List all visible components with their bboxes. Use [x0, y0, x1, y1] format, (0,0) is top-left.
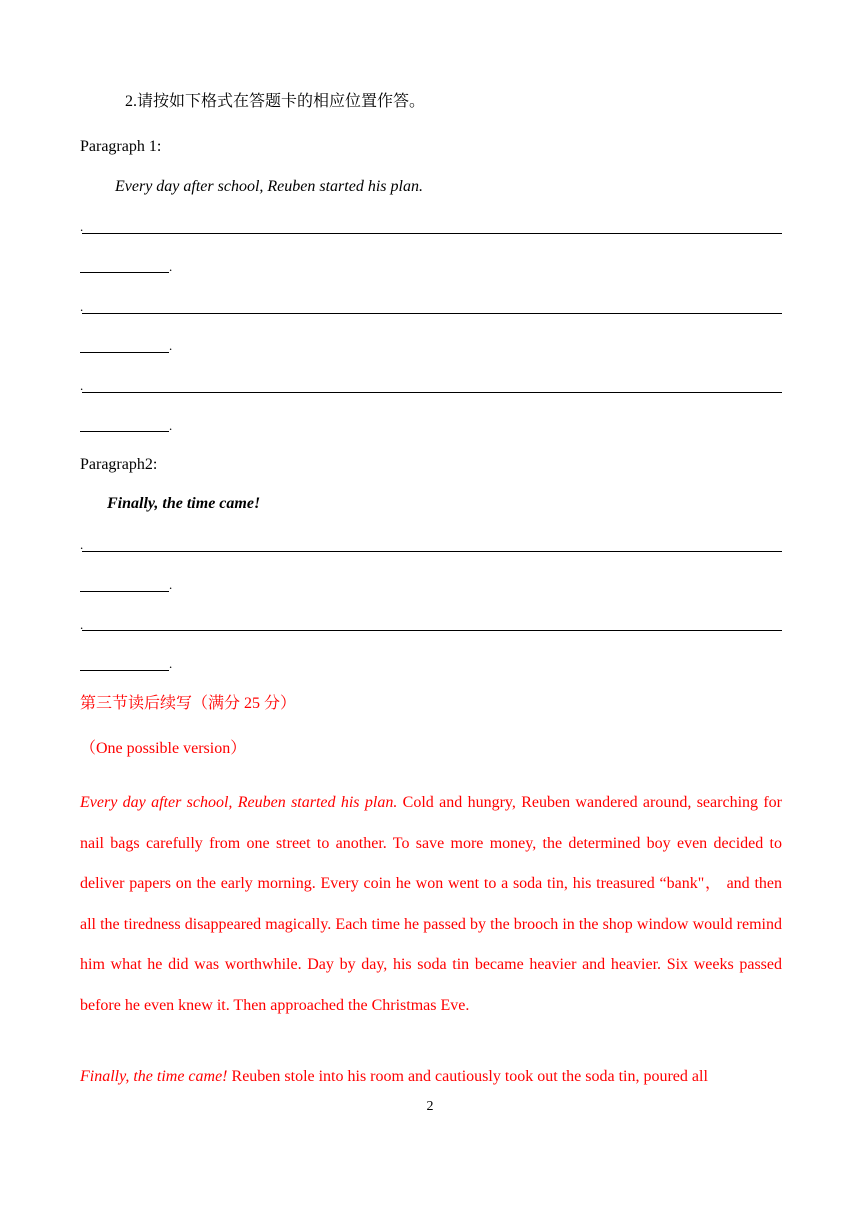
- essay-para2-body: Reuben stole into his room and cautiously took out the soda tin, poured all: [227, 1068, 708, 1085]
- line-dot: .: [80, 617, 84, 632]
- line-dot: .: [169, 418, 173, 433]
- answer-line-short: [80, 591, 169, 592]
- paragraph1-starter: Every day after school, Reuben started his plan.: [115, 178, 423, 195]
- answer-line: [82, 630, 782, 631]
- line-dot: .: [169, 656, 173, 671]
- essay-paragraph-1: [80, 783, 782, 1026]
- paragraph1-label: Paragraph 1:: [80, 138, 162, 155]
- answer-line-short: [80, 352, 169, 353]
- essay-para2-starter: Finally, the time came!: [80, 1068, 228, 1085]
- line-dot: .: [80, 378, 84, 393]
- page-number: 2: [426, 1099, 434, 1114]
- line-dot: .: [169, 259, 173, 274]
- instruction-text: 2.请按如下格式在答题卡的相应位置作答。: [125, 93, 426, 110]
- paragraph2-starter: Finally, the time came!: [107, 495, 261, 512]
- line-dot: .: [169, 577, 173, 592]
- answer-line: [82, 313, 782, 314]
- essay-para1-body: Cold and hungry, Reuben wandered around, searching for nail bags carefully from one street to another. To save more money, the determined boy even decided to deliver papers on the early morning. Every coin he won went to a soda tin, his treasured “bank"， and then all the tiredness disappeared magically. Each time he passed by the brooch in the shop window would remind him what he did was worthwhile. Day by day, his soda tin became heavier and heavier. Six weeks passed before he even knew it. Then approached the Christmas Eve.: [80, 794, 783, 1014]
- section-heading: 第三节读后续写（满分 25 分）: [80, 695, 297, 712]
- answer-line-short: [80, 670, 169, 671]
- essay-paragraph-2: [80, 1067, 782, 1087]
- line-dot: .: [80, 219, 84, 234]
- answer-line: [82, 233, 782, 234]
- line-dot: .: [80, 537, 84, 552]
- line-dot: .: [169, 338, 173, 353]
- answer-line: [82, 551, 782, 552]
- version-label: （One possible version）: [80, 740, 247, 757]
- line-dot: .: [80, 299, 84, 314]
- answer-line: [82, 392, 782, 393]
- essay-para1-starter: Every day after school, Reuben started his plan.: [80, 794, 398, 811]
- answer-line-short: [80, 431, 169, 432]
- paragraph2-label: Paragraph2:: [80, 456, 158, 473]
- answer-line-short: [80, 272, 169, 273]
